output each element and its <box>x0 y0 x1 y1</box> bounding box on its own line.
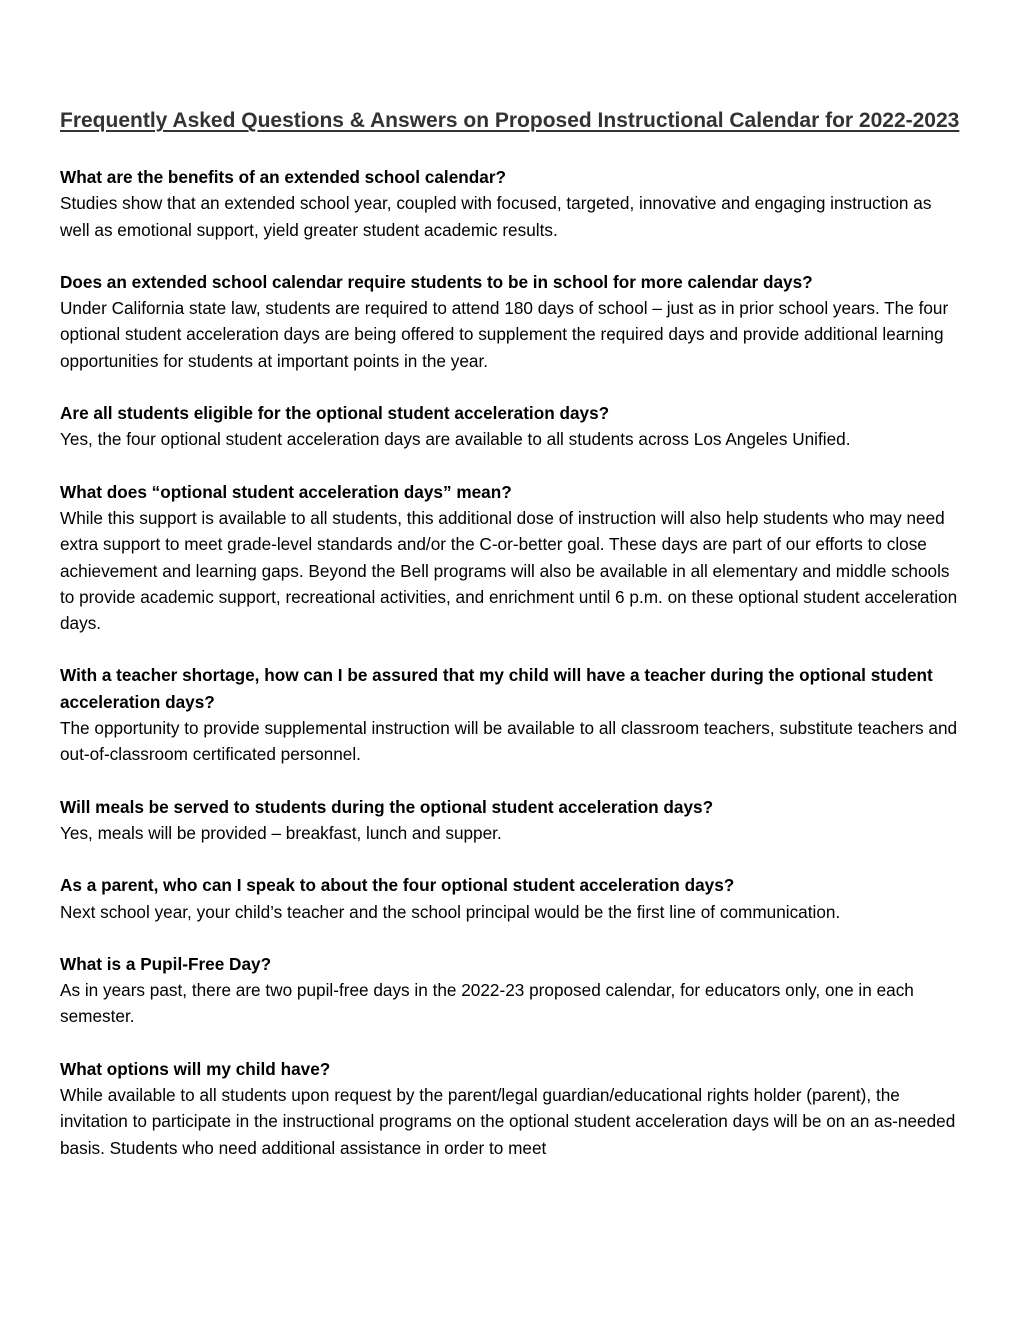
faq-item <box>60 794 960 847</box>
faq-item <box>60 872 960 925</box>
faq-item <box>60 951 960 1030</box>
page-title: Frequently Asked Questions & Answers on Proposed Instructional Calendar for 2022-2023 <box>60 109 960 132</box>
faq-question: Are all students eligible for the optional student acceleration days? <box>60 403 610 424</box>
faq-item <box>60 269 960 374</box>
faq-question: What is a Pupil-Free Day? <box>60 953 272 974</box>
faq-question: What options will my child have? <box>60 1058 331 1079</box>
faq-question: What does “optional student acceleration days” mean? <box>60 481 512 502</box>
faq-answer: Studies show that an extended school year, coupled with focused, targeted, innovative and engaging instruction as well as emotional support, yield greater student academic results. <box>60 193 932 240</box>
faq-item <box>60 662 960 767</box>
faq-question: As a parent, who can I speak to about the four optional student acceleration days? <box>60 875 735 896</box>
faq-item <box>60 1056 960 1161</box>
faq-answer: The opportunity to provide supplemental instruction will be available to all classroom teachers, substitute teachers and out-of-classroom certificated personnel. <box>60 718 958 765</box>
faq-answer: While this support is available to all students, this additional dose of instruction will also help students who may need extra support to meet grade-level standards and/or the C-or-better goal. These days are part of our efforts to close achievement and learning gaps. Beyond the Bell programs will also be available in all elementary and middle schools to provide academic support, recreational activities, and enrichment until 6 p.m. on these optional student acceleration days. <box>60 507 958 634</box>
faq-answer: Yes, the four optional student acceleration days are available to all students across Los Angeles Unified. <box>60 429 851 450</box>
faq-answer: Yes, meals will be provided – breakfast, lunch and supper. <box>60 822 502 843</box>
faq-answer: As in years past, there are two pupil-free days in the 2022-23 proposed calendar, for educators only, one in each semester. <box>60 980 914 1027</box>
faq-item <box>60 479 960 637</box>
faq-question: What are the benefits of an extended school calendar? <box>60 167 507 187</box>
faq-answer: Under California state law, students are required to attend 180 days of school – just as in prior school years. The four optional student acceleration days are being offered to supplement the required days and provide additional learning opportunities for students at important points in the year. <box>60 298 949 371</box>
faq-question: Does an extended school calendar require students to be in school for more calendar days? <box>60 271 813 292</box>
faq-question: With a teacher shortage, how can I be assured that my child will have a teacher during the optional student acceleration days? <box>60 665 933 712</box>
faq-question: Will meals be served to students during the optional student acceleration days? <box>60 796 714 817</box>
faq-answer: Next school year, your child’s teacher and the school principal would be the first line of communication. <box>60 901 841 922</box>
faq-item <box>60 400 960 453</box>
faq-item <box>60 164 960 243</box>
document-content <box>60 105 960 1187</box>
faq-answer: While available to all students upon request by the parent/legal guardian/educational rights holder (parent), the invitation to participate in the instructional programs on the optional student acceleration days will be on an as-needed basis. Students who need additional assistance in order to meet <box>60 1085 956 1158</box>
